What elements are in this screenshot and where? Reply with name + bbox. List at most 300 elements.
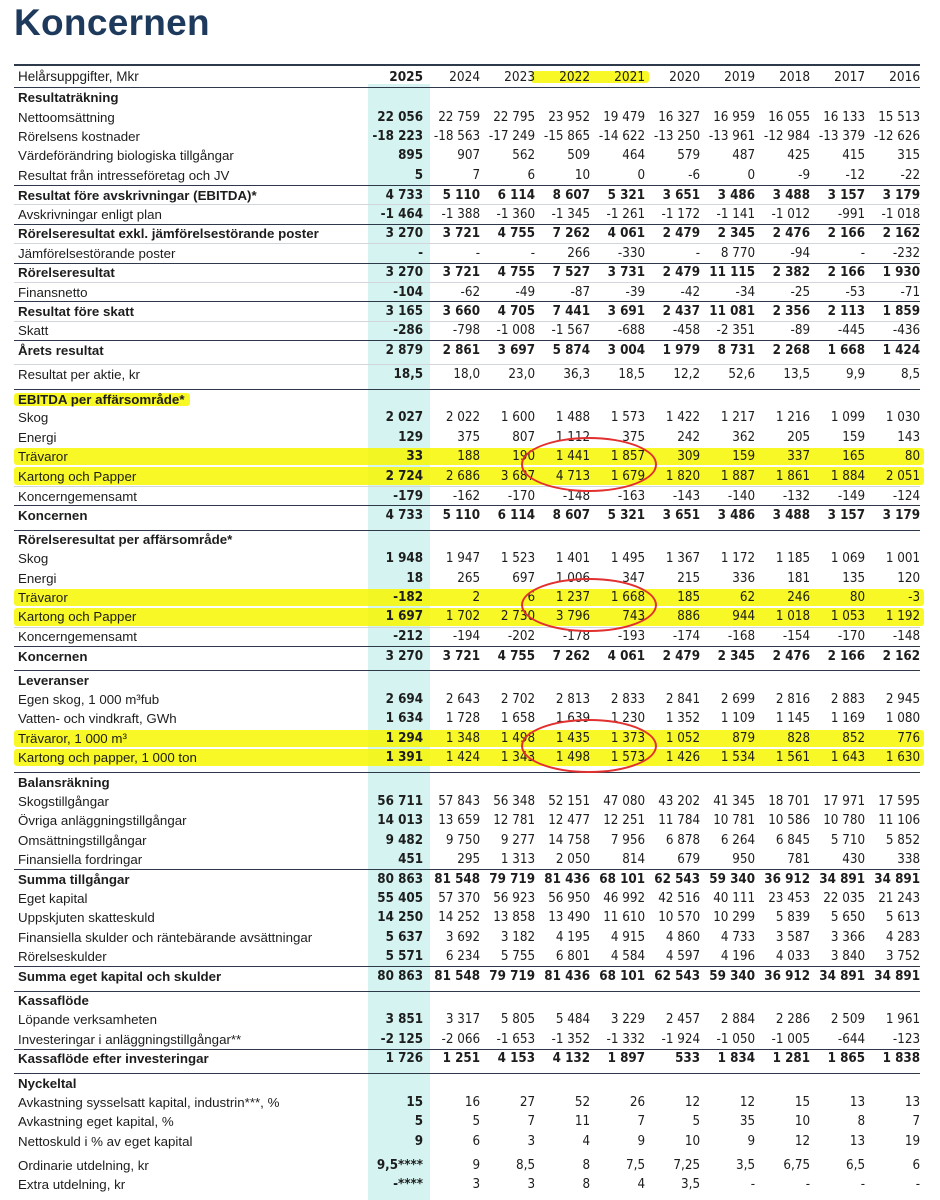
- cell-2020: -42: [680, 284, 701, 300]
- cell-2020: 1 426: [665, 750, 701, 766]
- cell-2016: 2 162: [882, 226, 921, 242]
- cell-2019: 1 109: [720, 711, 756, 727]
- cell-2016: -436: [892, 323, 921, 339]
- row-label: Uppskjuten skatteskuld: [18, 910, 155, 926]
- cell-2019: 8 770: [720, 245, 756, 261]
- cell-2019: 10 781: [713, 813, 756, 829]
- cell-2025: 18,5: [393, 367, 424, 383]
- row-label: Summa eget kapital och skulder: [18, 968, 222, 984]
- cell-2022: 1 401: [555, 551, 591, 567]
- cell-2016: 6: [912, 1157, 921, 1173]
- cell-2016: 7: [912, 1114, 921, 1130]
- cell-2016: -148: [892, 629, 921, 645]
- cell-2017: 34 891: [819, 871, 866, 887]
- cell-2025: 9,5****: [376, 1157, 424, 1173]
- cell-2025: 2 694: [385, 691, 424, 707]
- cell-2021: 3 691: [607, 303, 646, 319]
- cell-2016: 3 179: [882, 187, 921, 203]
- cell-2016: -232: [892, 245, 921, 261]
- red-circle-mark: [521, 578, 657, 632]
- cell-2016: 2 162: [882, 648, 921, 664]
- cell-2023: 56 923: [493, 890, 536, 906]
- cell-2016: -22: [900, 167, 921, 183]
- cell-2021: 1 230: [610, 711, 646, 727]
- cell-2016: 1 001: [885, 551, 921, 567]
- cell-2017: -: [860, 1177, 866, 1193]
- cell-2016: 3 179: [882, 507, 921, 523]
- cell-2024: 3 721: [442, 648, 481, 664]
- cell-2020: 2 437: [662, 303, 701, 319]
- cell-2025: -****: [393, 1177, 424, 1193]
- table-row: [14, 408, 920, 427]
- cell-2022: 1 498: [555, 750, 591, 766]
- cell-2023: 23,0: [508, 367, 536, 383]
- cell-2023: -1 008: [496, 323, 536, 339]
- row-label: Kartong och Papper: [18, 468, 137, 484]
- cell-2017: -149: [837, 488, 866, 504]
- cell-2021: 7,5: [626, 1157, 646, 1173]
- cell-2022: 509: [567, 148, 591, 164]
- cell-2020: 3 651: [662, 187, 701, 203]
- cell-2021: 375: [622, 429, 646, 445]
- cell-2025: 2 879: [385, 342, 424, 358]
- cell-2017: 2 166: [827, 648, 866, 664]
- cell-2025: 2 027: [385, 410, 424, 426]
- cell-2020: 2 479: [662, 648, 701, 664]
- table-row: [14, 966, 920, 985]
- row-label: Jämförelsestörande poster: [18, 245, 176, 261]
- table-row: [14, 709, 920, 728]
- cell-2019: 2 345: [717, 226, 756, 242]
- cell-2022: -148: [562, 488, 591, 504]
- row-label: Finansiella skulder och räntebärande avsättningar: [18, 929, 313, 945]
- cell-2017: 8: [857, 1114, 866, 1130]
- cell-2025: 15: [406, 1094, 424, 1110]
- cell-2024: 81 548: [434, 968, 481, 984]
- cell-2020: -174: [672, 629, 701, 645]
- table-row: [14, 107, 920, 126]
- cell-2016: 21 243: [878, 890, 921, 906]
- cell-2022: 23 952: [548, 109, 591, 125]
- cell-2018: 10: [794, 1114, 811, 1130]
- cell-2017: 5 650: [830, 910, 866, 926]
- section-title: Rörelseresultat per affärsområde*: [18, 532, 233, 548]
- cell-2021: 4: [637, 1177, 646, 1193]
- row-label: Skogstillgångar: [18, 793, 109, 809]
- row-label: Skog: [18, 551, 49, 567]
- section-title: Nyckeltal: [18, 1075, 77, 1091]
- cell-2017: 165: [842, 449, 866, 465]
- cell-2018: 1 018: [775, 609, 811, 625]
- cell-2020: 679: [677, 852, 701, 868]
- cell-2019: -140: [727, 488, 756, 504]
- cell-2024: 188: [457, 449, 481, 465]
- cell-2020: 1 352: [665, 711, 701, 727]
- cell-2022: 1 488: [555, 410, 591, 426]
- row-label: Årets resultat: [18, 342, 104, 358]
- cell-2022: 4 195: [555, 929, 591, 945]
- table-row: [14, 204, 920, 223]
- cell-2021: 2 833: [610, 691, 646, 707]
- section-header-row: [14, 530, 920, 549]
- cell-2020: 1 820: [665, 468, 701, 484]
- cell-2022: 11: [574, 1114, 591, 1130]
- cell-2022: 52 151: [548, 793, 591, 809]
- table-row: [14, 607, 920, 626]
- table-row: [14, 748, 920, 767]
- cell-2023: 1 343: [500, 750, 536, 766]
- cell-2024: 81 548: [434, 871, 481, 887]
- cell-2019: 336: [732, 570, 756, 586]
- cell-2017: 1 053: [830, 609, 866, 625]
- cell-2019: 1 887: [720, 468, 756, 484]
- cell-2024: 3 660: [442, 303, 481, 319]
- cell-2025: 3 851: [385, 1012, 424, 1028]
- cell-2022: 7 527: [552, 265, 591, 281]
- cell-2022: 3 796: [555, 609, 591, 625]
- cell-2022: -178: [562, 629, 591, 645]
- cell-2016: 1 859: [882, 303, 921, 319]
- cell-2021: 743: [622, 609, 646, 625]
- cell-2017: 1 099: [830, 410, 866, 426]
- cell-2021: 5 321: [607, 507, 646, 523]
- cell-2019: -2 351: [716, 323, 756, 339]
- cell-2020: 2 841: [665, 691, 701, 707]
- row-label: Finansnetto: [18, 284, 88, 300]
- cell-2017: 6,5: [846, 1157, 866, 1173]
- cell-2023: 2 702: [500, 691, 536, 707]
- cell-2017: 1 668: [827, 342, 866, 358]
- cell-2021: 1 495: [610, 551, 646, 567]
- cell-2021: 4 584: [610, 948, 646, 964]
- cell-2017: 415: [842, 148, 866, 164]
- row-label: Investeringar i anläggningstillgångar**: [18, 1031, 242, 1047]
- row-label: Koncerngemensamt: [18, 488, 137, 504]
- cell-2018: -89: [790, 323, 811, 339]
- row-label: Koncernen: [18, 507, 88, 523]
- cell-2020: -143: [672, 488, 701, 504]
- table-row: [14, 1156, 920, 1175]
- cell-2016: 13: [904, 1094, 921, 1110]
- cell-2018: 15: [794, 1094, 811, 1110]
- cell-2016: -12 626: [873, 128, 921, 144]
- cell-2019: 52,6: [728, 367, 756, 383]
- row-label: Vatten- och vindkraft, GWh: [18, 711, 177, 727]
- cell-2023: 79 719: [489, 871, 536, 887]
- year-header-2023: 2023: [504, 68, 536, 85]
- row-label: Avkastning sysselsatt kapital, industrin***, %: [18, 1094, 280, 1110]
- cell-2016: -124: [892, 488, 921, 504]
- cell-2019: -1 050: [716, 1031, 756, 1047]
- cell-2025: 22 056: [377, 109, 424, 125]
- cell-2016: 8,5: [901, 367, 921, 383]
- table-row: [14, 1131, 920, 1150]
- cell-2019: 3 486: [717, 507, 756, 523]
- cell-2023: 1 313: [500, 852, 536, 868]
- cell-2025: 1 697: [385, 609, 424, 625]
- cell-2025: 1 726: [385, 1051, 424, 1067]
- cell-2024: 3 721: [442, 265, 481, 281]
- cell-2021: -688: [617, 323, 646, 339]
- cell-2022: 2 050: [555, 852, 591, 868]
- section-header-row: [14, 88, 920, 107]
- cell-2021: 4 061: [607, 648, 646, 664]
- cell-2023: -49: [515, 284, 536, 300]
- cell-2022: 12 477: [548, 813, 591, 829]
- cell-2019: 4 196: [720, 948, 756, 964]
- year-header-2017: 2017: [834, 68, 866, 85]
- cell-2018: -12 984: [763, 128, 811, 144]
- cell-2024: 3 317: [445, 1012, 481, 1028]
- cell-2022: -1 567: [551, 323, 591, 339]
- cell-2019: 62: [739, 589, 756, 605]
- cell-2023: 4 153: [497, 1051, 536, 1067]
- cell-2016: 17 595: [878, 793, 921, 809]
- cell-2024: 22 759: [438, 109, 481, 125]
- cell-2017: 2 113: [827, 303, 866, 319]
- cell-2024: 907: [457, 148, 481, 164]
- cell-2020: 1 052: [665, 730, 701, 746]
- row-label: Summa tillgångar: [18, 871, 130, 887]
- cell-2018: 6 845: [775, 832, 811, 848]
- cell-2024: -62: [460, 284, 481, 300]
- cell-2025: 56 711: [377, 793, 424, 809]
- row-label: Skatt: [18, 323, 49, 339]
- cell-2021: 19 479: [603, 109, 646, 125]
- cell-2017: 5 710: [830, 832, 866, 848]
- cell-2018: 23 453: [768, 890, 811, 906]
- cell-2018: 1 145: [775, 711, 811, 727]
- cell-2021: 68 101: [599, 871, 646, 887]
- cell-2017: 80: [849, 589, 866, 605]
- table-row: [14, 263, 920, 282]
- row-label: Rörelseresultat exkl. jämförelsestörande poster: [18, 226, 319, 242]
- table-row: [14, 588, 920, 607]
- row-label: Rörelsens kostnader: [18, 128, 140, 144]
- cell-2025: 80 863: [377, 871, 424, 887]
- cell-2021: 11 610: [603, 910, 646, 926]
- cell-2023: 6 114: [497, 187, 536, 203]
- cell-2023: 22 795: [493, 109, 536, 125]
- cell-2023: 3 687: [500, 468, 536, 484]
- cell-2016: 1 080: [885, 711, 921, 727]
- cell-2023: -170: [507, 488, 536, 504]
- row-label: Koncernen: [18, 648, 88, 664]
- cell-2017: 1 865: [827, 1051, 866, 1067]
- row-label: Övriga anläggningstillgångar: [18, 813, 187, 829]
- cell-2025: 18: [406, 570, 424, 586]
- row-label: Kartong och papper, 1 000 ton: [18, 750, 197, 766]
- row-label: Trävaror: [18, 589, 68, 605]
- section-header-row: [14, 670, 920, 689]
- cell-2018: -9: [798, 167, 811, 183]
- table-row: [14, 505, 920, 524]
- cell-2024: 7: [472, 167, 481, 183]
- cell-2019: 3,5: [736, 1157, 756, 1173]
- table-row: [14, 568, 920, 587]
- cell-2020: 10: [684, 1133, 701, 1149]
- cell-2023: -1 360: [496, 207, 536, 223]
- cell-2023: 1 523: [500, 551, 536, 567]
- cell-2023: 27: [519, 1094, 536, 1110]
- cell-2021: 7 956: [610, 832, 646, 848]
- cell-2022: 56 950: [548, 890, 591, 906]
- cell-2019: 1 217: [720, 410, 756, 426]
- cell-2020: 62 543: [654, 968, 701, 984]
- cell-2023: 9 277: [500, 832, 536, 848]
- cell-2022: -87: [570, 284, 591, 300]
- cell-2019: 4 733: [720, 929, 756, 945]
- cell-2022: 36,3: [563, 367, 591, 383]
- row-label: Löpande verksamheten: [18, 1012, 157, 1028]
- cell-2021: 47 080: [603, 793, 646, 809]
- cell-2020: 309: [677, 449, 701, 465]
- cell-2016: 776: [897, 730, 921, 746]
- row-label: Kassaflöde efter investeringar: [18, 1051, 209, 1067]
- cell-2022: 4 713: [555, 468, 591, 484]
- year-header-2019: 2019: [724, 68, 756, 85]
- cell-2021: 4 061: [607, 226, 646, 242]
- cell-2023: 3 182: [500, 929, 536, 945]
- cell-2016: 1 424: [882, 342, 921, 358]
- cell-2023: 13 858: [493, 910, 536, 926]
- cell-2020: 2 457: [665, 1012, 701, 1028]
- cell-2020: -6: [688, 167, 701, 183]
- table-row: [14, 185, 920, 204]
- section-header-row: [14, 772, 920, 791]
- cell-2021: 18,5: [618, 367, 646, 383]
- cell-2023: 3 697: [497, 342, 536, 358]
- cell-2019: 41 345: [713, 793, 756, 809]
- cell-2017: 1 884: [830, 468, 866, 484]
- cell-2023: 12 781: [493, 813, 536, 829]
- year-header-2022: 2022: [559, 68, 591, 85]
- cell-2020: 11 784: [658, 813, 701, 829]
- cell-2018: 1 216: [775, 410, 811, 426]
- cell-2017: 159: [842, 429, 866, 445]
- cell-2017: 852: [842, 730, 866, 746]
- cell-2018: 246: [787, 589, 811, 605]
- cell-2025: 33: [406, 449, 424, 465]
- cell-2025: 55 405: [377, 890, 424, 906]
- cell-2025: 2 724: [385, 468, 424, 484]
- cell-2016: 338: [897, 852, 921, 868]
- cell-2023: 4 705: [497, 303, 536, 319]
- cell-2025: 3 270: [385, 648, 424, 664]
- cell-2020: 886: [677, 609, 701, 625]
- cell-2022: 52: [574, 1094, 591, 1110]
- table-row: [14, 282, 920, 301]
- cell-2020: 12: [684, 1094, 701, 1110]
- cell-2024: 1 424: [445, 750, 481, 766]
- cell-2020: -458: [672, 323, 701, 339]
- cell-2016: -123: [892, 1031, 921, 1047]
- cell-2025: 5 571: [385, 948, 424, 964]
- row-label: Eget kapital: [18, 890, 88, 906]
- table-row: [14, 627, 920, 646]
- cell-2025: 3 270: [385, 265, 424, 281]
- cell-2022: -15 865: [543, 128, 591, 144]
- cell-2021: -1 332: [606, 1031, 646, 1047]
- cell-2024: 13 659: [438, 813, 481, 829]
- cell-2018: -25: [790, 284, 811, 300]
- cell-2024: 3 692: [445, 929, 481, 945]
- row-label: Rörelseskulder: [18, 948, 107, 964]
- cell-2016: 5 613: [885, 910, 921, 926]
- cell-2023: 1 658: [500, 711, 536, 727]
- cell-2024: 5: [472, 1114, 481, 1130]
- cell-2021: -1 261: [606, 207, 646, 223]
- cell-2017: 2 166: [827, 226, 866, 242]
- cell-2019: -34: [735, 284, 756, 300]
- cell-2025: 5 637: [385, 929, 424, 945]
- cell-2022: 8: [582, 1177, 591, 1193]
- cell-2017: 13: [849, 1133, 866, 1149]
- section-header-row: [14, 389, 920, 408]
- cell-2020: 579: [677, 148, 701, 164]
- cell-2018: 1 185: [775, 551, 811, 567]
- table-header-row: [14, 64, 920, 88]
- cell-2018: 828: [787, 730, 811, 746]
- cell-2018: 16 055: [768, 109, 811, 125]
- cell-2018: 5 839: [775, 910, 811, 926]
- cell-2019: 159: [732, 449, 756, 465]
- cell-2024: 18,0: [453, 367, 481, 383]
- cell-2022: 1 112: [555, 429, 591, 445]
- row-label: Ordinarie utdelning, kr: [18, 1157, 149, 1173]
- cell-2021: 12 251: [603, 813, 646, 829]
- cell-2019: 879: [732, 730, 756, 746]
- cell-2020: 1 422: [665, 410, 701, 426]
- cell-2019: 1 172: [720, 551, 756, 567]
- cell-2017: 2 509: [830, 1012, 866, 1028]
- cell-2017: 3 157: [827, 507, 866, 523]
- cell-2019: 35: [739, 1114, 756, 1130]
- cell-2023: -17 249: [488, 128, 536, 144]
- row-label: Finansiella fordringar: [18, 852, 143, 868]
- cell-2016: 11 106: [878, 813, 921, 829]
- year-header-2024: 2024: [449, 68, 481, 85]
- cell-2024: -18 563: [433, 128, 481, 144]
- cell-2020: 2 479: [662, 265, 701, 281]
- cell-2023: 807: [512, 429, 536, 445]
- cell-2020: 43 202: [658, 793, 701, 809]
- cell-2022: 7 441: [552, 303, 591, 319]
- row-label: Rörelseresultat: [18, 265, 115, 281]
- cell-2023: 562: [512, 148, 536, 164]
- cell-2020: 5: [692, 1114, 701, 1130]
- cell-2023: 5 755: [500, 948, 536, 964]
- cell-2021: 1 679: [610, 468, 646, 484]
- cell-2024: 57 370: [438, 890, 481, 906]
- cell-2016: -1 018: [881, 207, 921, 223]
- cell-2017: -644: [837, 1031, 866, 1047]
- cell-2020: 16 327: [658, 109, 701, 125]
- cell-2019: 950: [732, 852, 756, 868]
- table-row: [14, 1029, 920, 1048]
- cell-2018: 337: [787, 449, 811, 465]
- row-label: Omsättningstillgångar: [18, 832, 147, 848]
- cell-2019: 1 834: [717, 1051, 756, 1067]
- cell-2024: 3: [472, 1177, 481, 1193]
- table-row: [14, 301, 920, 320]
- cell-2018: 12: [794, 1133, 811, 1149]
- table-row: [14, 830, 920, 849]
- cell-2017: 3 366: [830, 929, 866, 945]
- cell-2018: 13,5: [783, 367, 811, 383]
- cell-2016: 1 630: [885, 750, 921, 766]
- cell-2025: -182: [393, 589, 424, 605]
